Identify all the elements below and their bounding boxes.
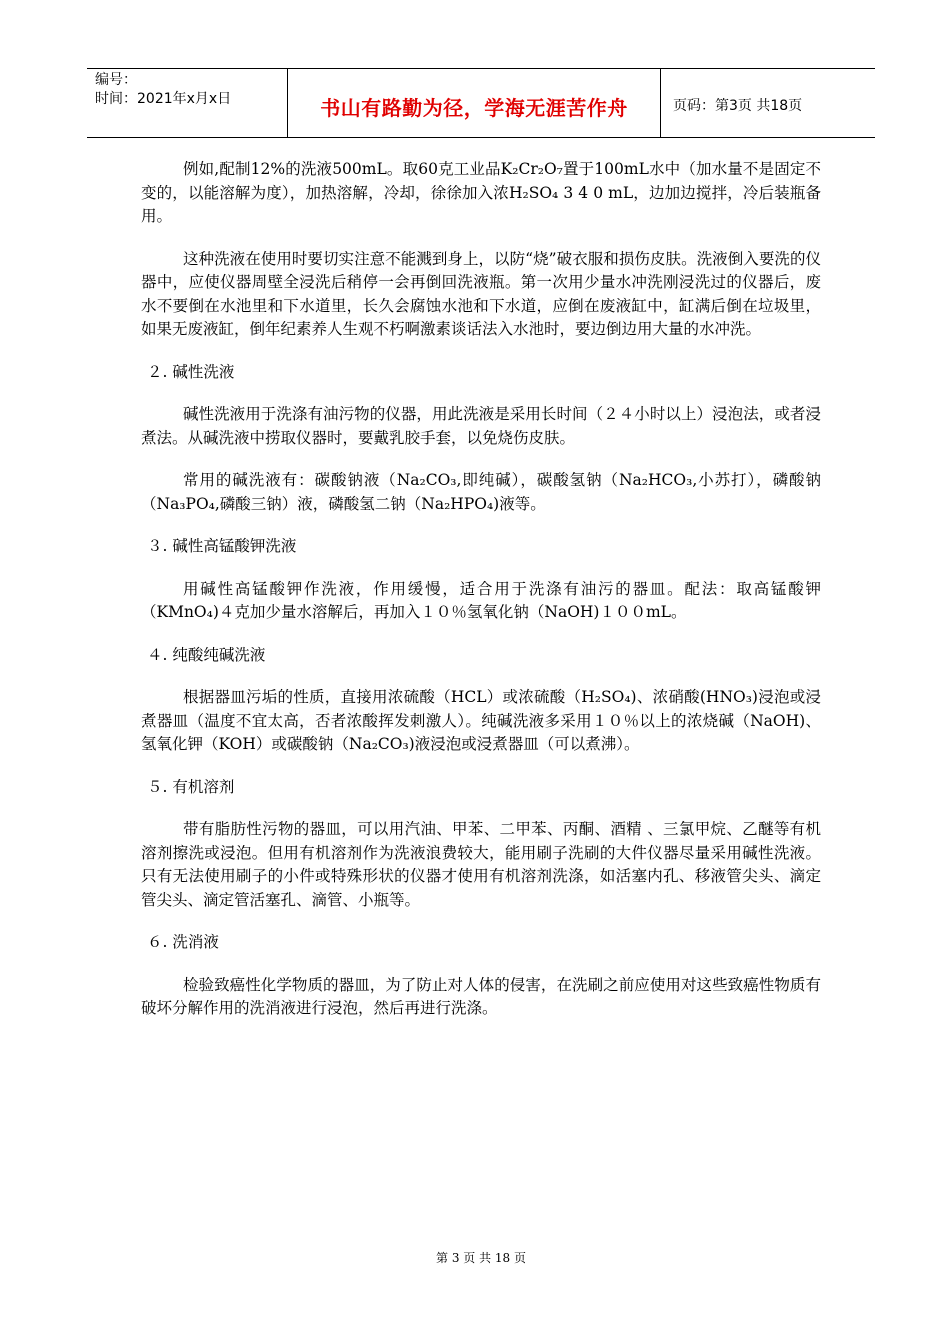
document-body [141, 158, 821, 1040]
paragraph-alkaline-wash: 碱性洗液用于洗涤有油污物的仪器，用此洗液是采用长时间（２４小时以上）浸泡法，或者浸煮法。从碱洗液中捞取仪器时，要戴乳胶手套，以免烧伤皮肤。 [141, 405, 821, 447]
section-heading-organic-solvent: ５. 有机溶剂 [147, 777, 235, 796]
header-page-number: 页码：第3页 共18页 [673, 98, 803, 114]
header-motto-cell [287, 69, 661, 137]
page-footer: 第 3 页 共 18 页 [436, 1251, 526, 1265]
paragraph-example: 例如,配制12%的洗液500mL。取60克工业品K₂Cr₂O₇置于100mL水中（加水量不是固定不变的，以能溶解为度），加热溶解，冷却，徐徐加入浓H₂SO₄ 3 4 0 mL，边加边搅拌，冷后装瓶备用。 [141, 160, 821, 225]
section-heading-pure-acid-base: ４. 纯酸纯碱洗液 [147, 645, 266, 664]
page-header [87, 68, 875, 138]
paragraph-pure-acid-base: 根据器皿污垢的性质，直接用浓硫酸（HCL）或浓硫酸（H₂SO₄)、浓硝酸(HNO₃)浸泡或浸煮器皿（温度不宜太高，否者浓酸挥发刺激人）。纯碱洗液多采用１０％以上的浓烧碱（NaOH)、氢氧化钾（KOH）或碳酸钠（Na₂CO₃)液浸泡或浸煮器皿（可以煮沸）。 [141, 688, 821, 753]
paragraph-permanganate: 用碱性高锰酸钾作洗液，作用缓慢，适合用于洗涤有油污的器皿。配法：取高锰酸钾（KMnO₄)４克加少量水溶解后，再加入１０％氢氧化钠（NaOH)１００mL。 [141, 579, 821, 621]
header-page-cell [661, 69, 875, 137]
paragraph-usage-caution: 这种洗液在使用时要切实注意不能溅到身上，以防“烧”破衣服和损伤皮肤。洗液倒入要洗的仪器中，应使仪器周壁全浸洗后稍停一会再倒回洗液瓶。第一次用少量水冲洗刚浸洗过的仪器后，废水不要倒在水池里和下水道里，长久会腐蚀水池和下水道，应倒在废液缸中，缸满后倒在垃圾里，如果无废液缸，倒年纪素养人生观不朽啊激素谈话法入水池时，要边倒边用大量的水冲洗。 [141, 249, 821, 338]
section-heading-decontamination: ６. 洗消液 [147, 933, 219, 951]
header-meta [87, 69, 287, 137]
paragraph-common-alkaline: 常用的碱洗液有：碳酸钠液（Na₂CO₃,即纯碱），碳酸氢钠（Na₂HCO₃,小苏打），磷酸钠（Na₃PO₄,磷酸三钠）液，磷酸氢二钠（Na₂HPO₄)液等。 [141, 471, 821, 513]
header-motto: 书山有路勤为径，学海无涯苦作舟 [320, 95, 628, 120]
section-heading-permanganate: ３. 碱性高锰酸钾洗液 [147, 537, 297, 555]
paragraph-decontamination: 检验致癌性化学物质的器皿，为了防止对人体的侵害，在洗刷之前应使用对这些致癌性物质有破坏分解作用的洗消液进行浸泡，然后再进行洗涤。 [141, 975, 821, 1017]
paragraph-organic-solvent: 带有脂肪性污物的器皿，可以用汽油、甲苯、二甲苯、丙酮、酒精 、三氯甲烷、乙醚等有机溶剂擦洗或浸泡。但用有机溶剂作为洗液浪费较大，能用刷子洗刷的大件仪器尽量采用碱性洗液。只有无法使用刷子的小件或特殊形状的仪器才使用有机溶剂洗涤，如活塞内孔、移液管尖头、滴定管尖头、滴定管活塞孔、滴管、小瓶等。 [141, 820, 821, 909]
document-number-label: 编号： [95, 72, 137, 88]
section-heading-alkaline-wash: ２. 碱性洗液 [147, 362, 235, 381]
document-time-label: 时间：2021年x月x日 [95, 91, 232, 107]
